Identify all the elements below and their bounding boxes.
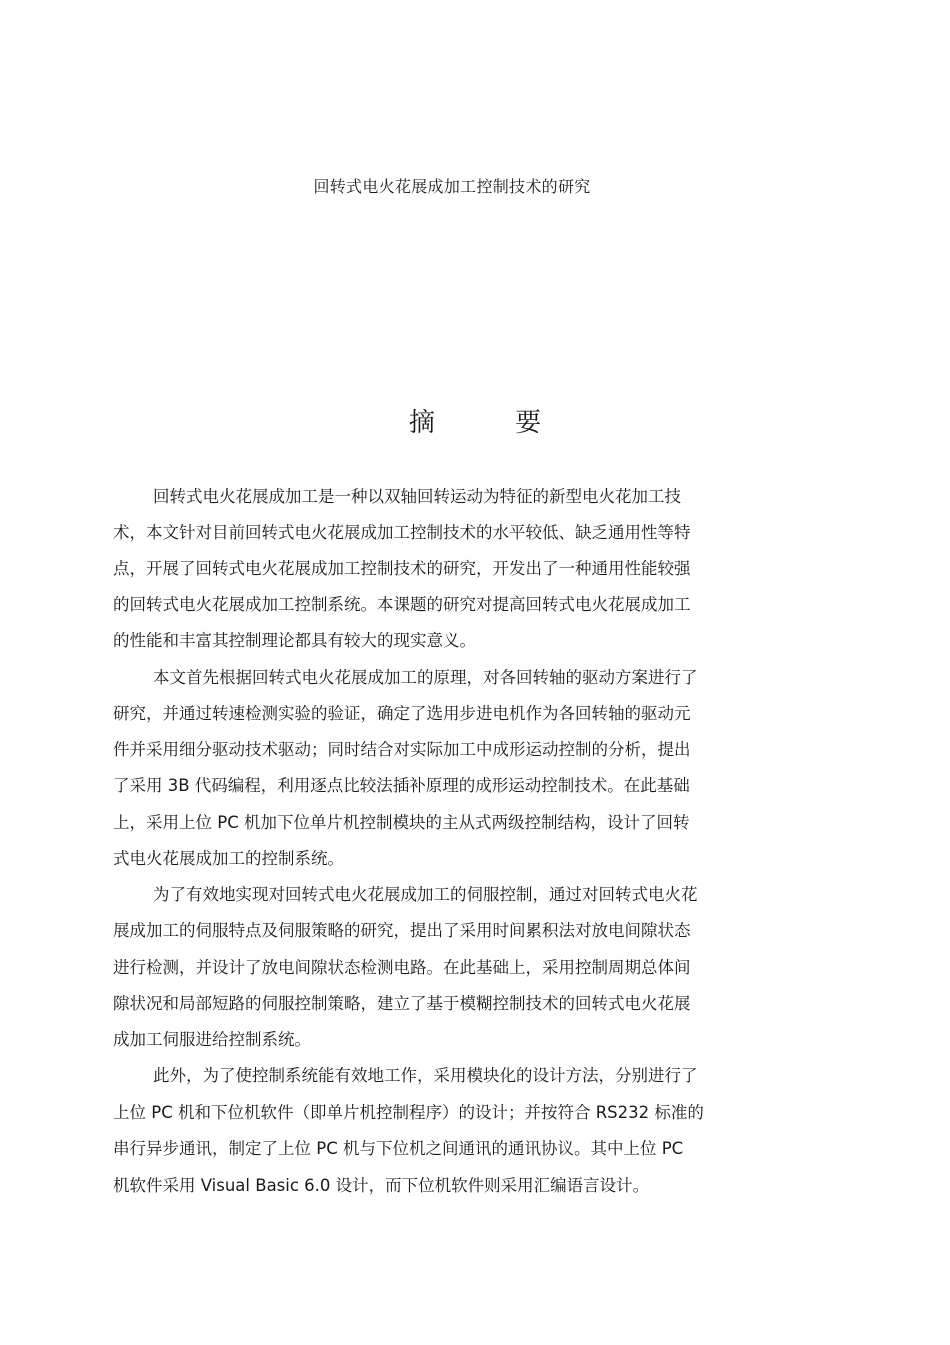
body-line: 进行检测，并设计了放电间隙状态检测电路。在此基础上，采用控制周期总体间 [113,958,691,977]
body-line: 上，采用上位 PC 机加下位单片机控制模块的主从式两级控制结构，设计了回转 [113,813,690,832]
body-line: 术，本文针对目前回转式电火花展成加工控制技术的水平较低、缺乏通用性等特 [113,523,691,542]
body-line: 成加工伺服进给控制系统。 [113,1030,311,1049]
body-line: 串行异步通讯，制定了上位 PC 机与下位机之间通讯的通讯协议。其中上位 PC [113,1139,684,1158]
body-line: 的回转式电火花展成加工控制系统。本课题的研究对提高回转式电火花展成加工 [113,595,691,614]
body-line: 了采用 3B 代码编程，利用逐点比较法插补原理的成形运动控制技术。在此基础 [113,776,690,795]
body-line: 点，开展了回转式电火花展成加工控制技术的研究，开发出了一种通用性能较强 [113,559,691,578]
body-line: 机软件采用 Visual Basic 6.0 设计，而下位机软件则采用汇编语言设计。 [113,1176,650,1195]
body-line: 此外，为了使控制系统能有效地工作，采用模块化的设计方法，分别进行了 [153,1066,698,1085]
body-line: 的性能和丰富其控制理论都具有较大的现实意义。 [113,631,476,650]
body-line: 研究，并通过转速检测实验的验证，确定了选用步进电机作为各回转轴的驱动元 [113,704,691,723]
body-line: 为了有效地实现对回转式电火花展成加工的伺服控制，通过对回转式电火花 [153,885,698,904]
body-line: 展成加工的伺服特点及伺服策略的研究，提出了采用时间累积法对放电间隙状态 [113,921,691,940]
body-line: 上位 PC 机和下位机软件（即单片机控制程序）的设计；并按符合 RS232 标准的 [113,1103,704,1122]
body-line: 式电火花展成加工的控制系统。 [113,849,344,868]
document-title: 回转式电火花展成加工控制技术的研究 [313,177,591,196]
body-line: 本文首先根据回转式电火花展成加工的原理，对各回转轴的驱动方案进行了 [153,668,698,687]
body-line: 件并采用细分驱动技术驱动；同时结合对实际加工中成形运动控制的分析，提出 [113,740,691,759]
body-line: 隙状况和局部短路的伺服控制策略，建立了基于模糊控制技术的回转式电火花展 [113,994,691,1013]
abstract-heading: 摘 要 [408,408,578,438]
body-line: 回转式电火花展成加工是一种以双轴回转运动为特征的新型电火花加工技 [153,487,681,506]
